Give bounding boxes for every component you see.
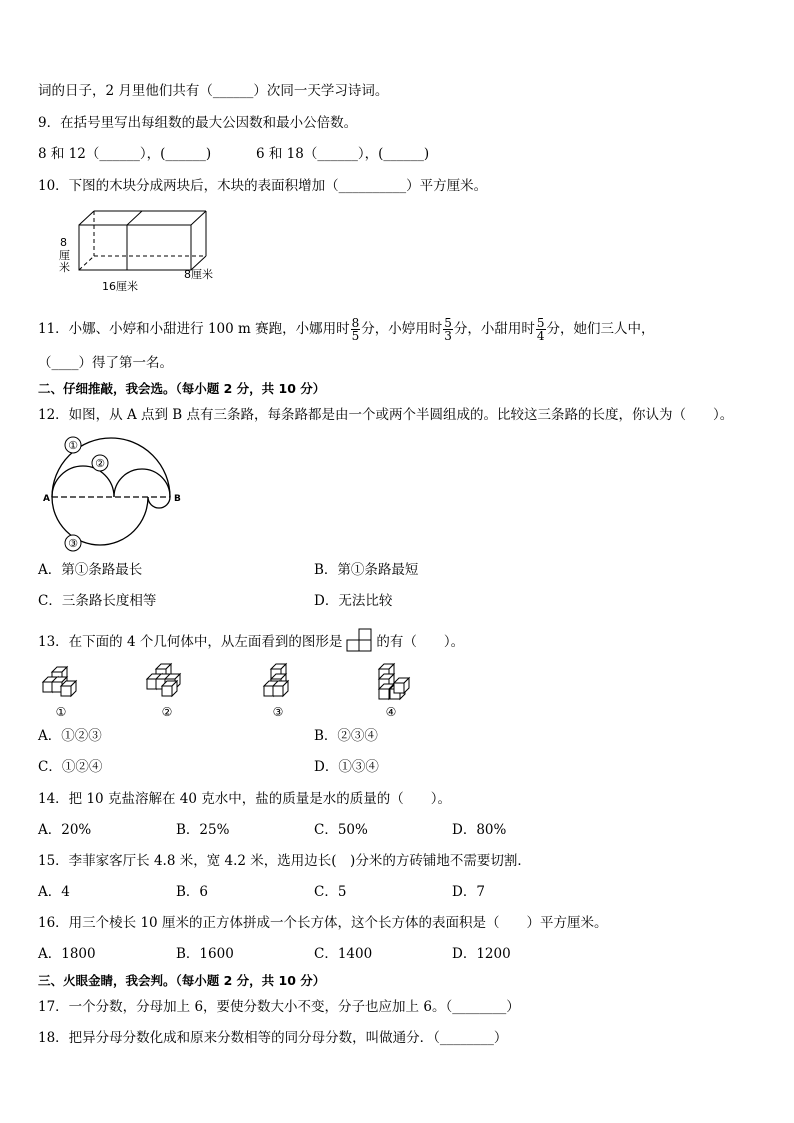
question-9-part-b: 6 和 18（______），(______) xyxy=(256,146,430,162)
question-11-text-2: 分，小婷用时 xyxy=(361,321,443,337)
left-view-shape-icon xyxy=(346,628,372,652)
depth-label: 8厘米 xyxy=(184,268,213,281)
question-13-text-1: 13．在下面的 4 个几何体中，从左面看到的图形是 xyxy=(38,634,343,650)
question-12-option-d[interactable]: D．无法比较 xyxy=(314,593,393,609)
question-15: 15．李菲家客厅长 4.8 米，宽 4.2 米，选用边长( )分米的方砖铺地不需要切割． xyxy=(38,853,531,869)
section-3-heading: 三、火眼金睛，我会判。（每小题 2 分，共 10 分） xyxy=(38,973,326,988)
length-label: 16厘米 xyxy=(102,280,138,293)
solid-3-label: ③ xyxy=(272,705,284,719)
path-1-label: ① xyxy=(68,439,78,452)
question-14-option-b[interactable]: B．25% xyxy=(176,822,230,838)
point-b-label: B xyxy=(174,494,181,504)
question-13-option-b[interactable]: B．②③④ xyxy=(314,728,378,744)
question-18: 18．把异分母分数化成和原来分数相等的同分母分数，叫做通分．（________） xyxy=(38,1030,508,1046)
solid-2-label: ② xyxy=(161,705,173,719)
text-line-prev-question: 词的日子，2 月里他们共有（______）次同一天学习诗词。 xyxy=(38,83,389,99)
question-13-option-c[interactable]: C．①②④ xyxy=(38,759,103,775)
question-10: 10．下图的木块分成两块后，木块的表面积增加（__________）平方厘米。 xyxy=(38,178,488,194)
question-12-option-c[interactable]: C．三条路长度相等 xyxy=(38,593,157,609)
question-16-option-a[interactable]: A．1800 xyxy=(38,946,96,962)
question-12-option-b[interactable]: B．第①条路最短 xyxy=(314,562,419,578)
fraction-5-3: $\frac{5}{3}$ xyxy=(444,316,452,343)
section-2-heading: 二、仔细推敲，我会选。（每小题 2 分，共 10 分） xyxy=(38,381,326,396)
height-label: 8 xyxy=(60,236,67,249)
solid-4 xyxy=(379,664,409,699)
question-11-text-3: 分，小甜用时 xyxy=(453,321,535,337)
question-13-text-2: 的有（ ）。 xyxy=(376,634,465,650)
question-16: 16．用三个棱长 10 厘米的正方体拼成一个长方体，这个长方体的表面积是（ ）平方厘米。 xyxy=(38,915,608,931)
question-15-option-d[interactable]: D．7 xyxy=(452,884,485,900)
question-14-option-d[interactable]: D．80% xyxy=(452,822,507,838)
path-3-label: ③ xyxy=(68,537,78,550)
question-16-option-b[interactable]: B．1600 xyxy=(176,946,234,962)
question-15-option-a[interactable]: A．4 xyxy=(38,884,70,900)
solid-1-label: ① xyxy=(55,705,67,719)
solid-1 xyxy=(43,667,76,696)
solid-4-label: ④ xyxy=(385,705,397,719)
question-11 xyxy=(38,314,655,344)
cuboid-figure xyxy=(56,208,236,298)
question-9-part-a: 8 和 12（______），(______) xyxy=(38,146,212,162)
question-15-option-c[interactable]: C．5 xyxy=(314,884,347,900)
solids-figure xyxy=(36,660,456,720)
height-label-unit-2: 米 xyxy=(59,261,70,274)
question-14-option-c[interactable]: C．50% xyxy=(314,822,368,838)
height-label-unit-1: 厘 xyxy=(59,249,70,262)
point-a-label: A xyxy=(43,494,50,504)
solid-3 xyxy=(264,664,288,696)
question-14: 14．把 10 克盐溶解在 40 克水中，盐的质量是水的质量的（ ）。 xyxy=(38,791,451,807)
question-16-option-c[interactable]: C．1400 xyxy=(314,946,373,962)
question-11-text-4: 分，她们三人中， xyxy=(546,321,655,337)
question-11-text-1: 11．小娜、小婷和小甜进行 100 m 赛跑，小娜用时 xyxy=(38,321,350,337)
path-2-label: ② xyxy=(95,457,105,470)
fraction-8-5: $\frac{8}{5}$ xyxy=(351,316,360,343)
question-12-option-a[interactable]: A．第①条路最长 xyxy=(38,562,143,578)
fraction-5-4: $\frac{5}{4}$ xyxy=(536,316,545,343)
question-14-option-a[interactable]: A．20% xyxy=(38,822,92,838)
question-13 xyxy=(38,628,464,652)
question-12: 12．如图，从 A 点到 B 点有三条路，每条路都是由一个或两个半圆组成的。比较这三条路的长度，你认为（ ）。 xyxy=(38,407,734,423)
question-16-option-d[interactable]: D．1200 xyxy=(452,946,511,962)
question-9: 9．在括号里写出每组数的最大公因数和最小公倍数。 xyxy=(38,115,358,131)
question-13-option-d[interactable]: D．①③④ xyxy=(314,759,379,775)
solid-2 xyxy=(147,664,180,696)
semicircle-paths-figure xyxy=(40,434,190,554)
question-17: 17．一个分数，分母加上 6，要使分数大小不变，分子也应加上 6。（________） xyxy=(38,999,520,1015)
question-11-line-2: （____）得了第一名。 xyxy=(38,355,173,371)
question-15-option-b[interactable]: B．6 xyxy=(176,884,209,900)
question-13-option-a[interactable]: A．①②③ xyxy=(38,728,102,744)
